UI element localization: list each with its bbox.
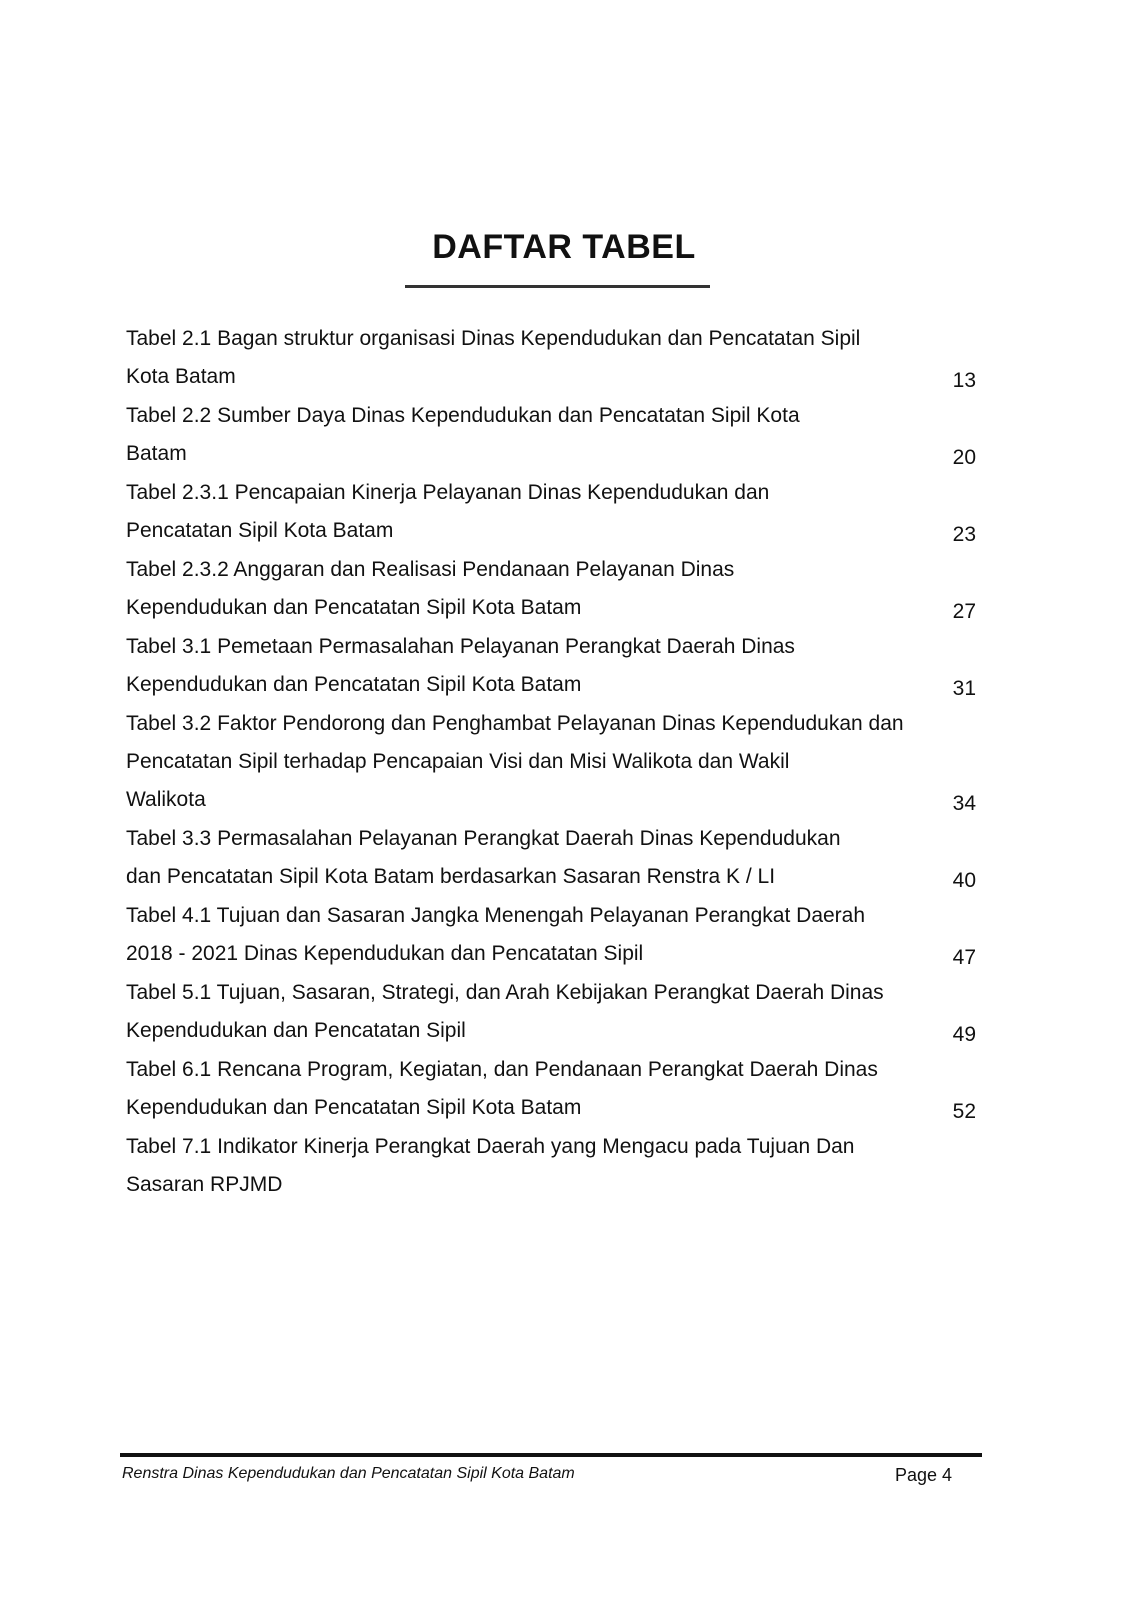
- list-item-text: Tabel 3.3 Permasalahan Pelayanan Perangkat Daerah Dinas Kependudukan: [126, 827, 841, 850]
- list-item: [126, 820, 976, 896]
- list-item: [126, 551, 976, 627]
- list-item-text: Kependudukan dan Pencatatan Sipil 49: [126, 1012, 976, 1050]
- list-item-text: Tabel 7.1 Indikator Kinerja Perangkat Daerah yang Mengacu pada Tujuan Dan: [126, 1135, 855, 1158]
- list-item-page-number: 31: [952, 677, 976, 700]
- list-item-text: Kota Batam 13: [126, 358, 976, 396]
- list-item: [126, 1128, 976, 1204]
- list-item-text: Tabel 4.1 Tujuan dan Sasaran Jangka Menengah Pelayanan Perangkat Daerah: [126, 904, 866, 927]
- list-item-page-number: 20: [952, 446, 976, 469]
- footer-page-number: Page 4: [894, 1465, 952, 1485]
- list-item-text: Walikota 34: [126, 781, 976, 819]
- list-item-text: Tabel 2.3.1 Pencapaian Kinerja Pelayanan Dinas Kependudukan dan: [126, 481, 770, 504]
- list-item: [126, 320, 976, 396]
- page-title: DAFTAR TABEL: [432, 228, 696, 266]
- footer-divider: [120, 1453, 982, 1457]
- list-item-page-number: 49: [952, 1023, 976, 1046]
- title-underline: [405, 285, 710, 288]
- list-item-page-number: 52: [952, 1100, 976, 1123]
- list-item-text: Tabel 3.1 Pemetaan Permasalahan Pelayanan Perangkat Daerah Dinas: [126, 635, 795, 658]
- list-item-text: Tabel 6.1 Rencana Program, Kegiatan, dan Pendanaan Perangkat Daerah Dinas: [126, 1058, 878, 1081]
- list-item: [126, 397, 976, 473]
- list-item-text: 2018 - 2021 Dinas Kependudukan dan Pencatatan Sipil 47: [126, 935, 976, 973]
- list-item-page-number: 34: [952, 792, 976, 815]
- list-item-text: Tabel 2.2 Sumber Daya Dinas Kependudukan dan Pencatatan Sipil Kota: [126, 404, 800, 427]
- list-item-text: Pencatatan Sipil Kota Batam 23: [126, 512, 976, 550]
- list-item-text: Kependudukan dan Pencatatan Sipil Kota Batam 52: [126, 1089, 976, 1127]
- list-item-text: Tabel 2.3.2 Anggaran dan Realisasi Pendanaan Pelayanan Dinas: [126, 558, 735, 581]
- list-item-text: Pencatatan Sipil terhadap Pencapaian Visi dan Misi Walikota dan Wakil: [126, 750, 790, 773]
- list-item-page-number: 47: [952, 946, 976, 969]
- list-item-text: Tabel 2.1 Bagan struktur organisasi Dinas Kependudukan dan Pencatatan Sipil: [126, 327, 861, 350]
- list-item-page-number: 27: [952, 600, 976, 623]
- list-item-text: Kependudukan dan Pencatatan Sipil Kota Batam 27: [126, 589, 976, 627]
- list-item-text: Tabel 3.2 Faktor Pendorong dan Penghambat Pelayanan Dinas Kependudukan dan: [126, 712, 904, 735]
- list-item-page-number: 40: [952, 869, 976, 892]
- list-item: [126, 705, 976, 819]
- list-item-page-number: 13: [952, 369, 976, 392]
- list-item: [126, 1051, 976, 1127]
- list-item-text: Batam 20: [126, 435, 976, 473]
- footer-document-title: Renstra Dinas Kependudukan dan Pencatatan Sipil Kota Batam: [122, 1465, 575, 1482]
- list-item-page-number: 23: [952, 523, 976, 546]
- list-item-text: Sasaran RPJMD: [126, 1173, 283, 1196]
- list-item-text: dan Pencatatan Sipil Kota Batam berdasarkan Sasaran Renstra K / LI 40: [126, 858, 976, 896]
- list-item-text: Kependudukan dan Pencatatan Sipil Kota Batam 31: [126, 666, 976, 704]
- list-item: [126, 974, 976, 1050]
- list-item: [126, 474, 976, 550]
- list-item: [126, 897, 976, 973]
- list-item: [126, 628, 976, 704]
- list-item-text: Tabel 5.1 Tujuan, Sasaran, Strategi, dan Arah Kebijakan Perangkat Daerah Dinas: [126, 981, 884, 1004]
